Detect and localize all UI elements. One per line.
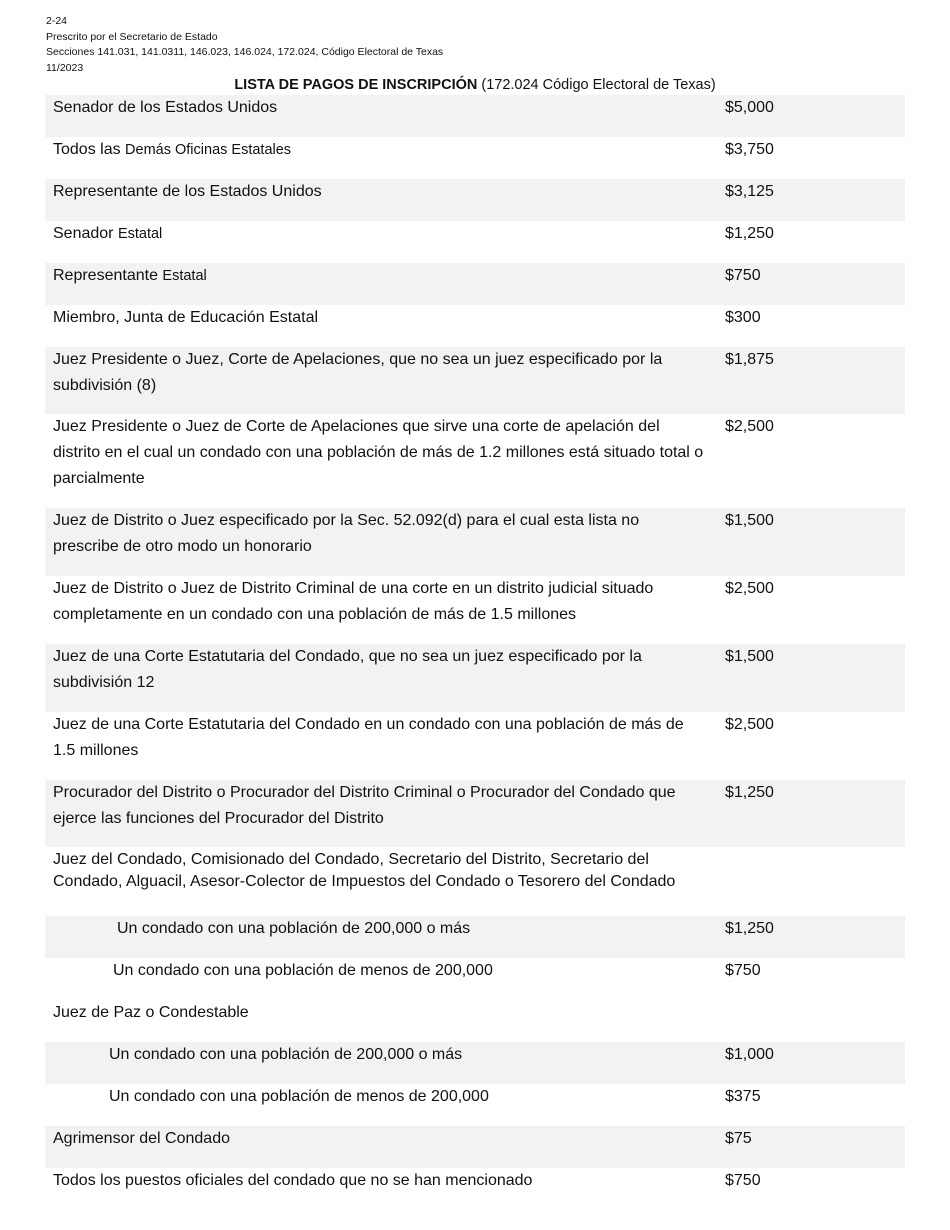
form-date: 11/2023 (46, 61, 84, 74)
office-description (53, 137, 705, 163)
office-description: Miembro, Junta de Educación Estatal (53, 309, 319, 326)
fee-amount: $750 (725, 267, 761, 284)
office-description-part: Representante (53, 267, 163, 284)
page-title (0, 76, 950, 94)
table-row (45, 1084, 905, 1126)
form-number: 2-24 (46, 15, 68, 27)
table-row (45, 179, 905, 221)
table-row (45, 305, 905, 347)
table-row (45, 712, 905, 780)
fee-amount: $1,875 (725, 351, 774, 368)
table-row (45, 958, 905, 1000)
table-row (45, 1168, 905, 1210)
fee-table (45, 95, 905, 1210)
office-description: Juez del Condado, Comisionado del Condado, Secretario del Distrito, Secretario del Condado, Alguacil, Asesor-Colector de Impuestos del Condado o Tesorero del Condado (53, 851, 676, 890)
fee-amount: $1,250 (725, 920, 774, 937)
fee-amount: $3,125 (725, 183, 774, 200)
table-row (45, 508, 905, 576)
table-row (45, 263, 905, 305)
fee-amount: $1,500 (725, 648, 774, 665)
table-row (45, 347, 905, 414)
office-description-part: Todos las (53, 141, 126, 158)
office-description-part: Estatal (117, 226, 163, 242)
office-description (53, 221, 705, 247)
fee-amount: $1,250 (725, 225, 774, 242)
fee-amount: $300 (725, 309, 761, 326)
table-row (45, 1042, 905, 1084)
fee-amount: $1,500 (725, 512, 774, 529)
office-description: Juez de Paz o Condestable (53, 1004, 249, 1021)
table-row (45, 1000, 905, 1042)
table-row (45, 576, 905, 644)
office-description: Procurador del Distrito o Procurador del Distrito Criminal o Procurador del Condado que ejerce las funciones del Procurador del Distrito (53, 784, 676, 827)
office-description: Todos los puestos oficiales del condado que no se han mencionado (53, 1172, 533, 1189)
table-row (45, 95, 905, 137)
office-description-part: Demás Oficinas Estatales (125, 142, 292, 158)
office-description: Juez de Distrito o Juez de Distrito Criminal de una corte en un distrito judicial situado completamente en un condado con una población de más de 1.5 millones (53, 580, 654, 623)
fee-amount: $750 (725, 962, 761, 979)
fee-amount: $75 (725, 1130, 752, 1147)
fee-amount: $2,500 (725, 716, 774, 733)
office-description: Un condado con una población de 200,000 o más (117, 920, 471, 937)
code-sections: Secciones 141.031, 141.0311, 146.023, 146.024, 172.024, Código Electoral de Texas (46, 46, 444, 58)
office-description-part: Senador (53, 225, 118, 242)
table-row (45, 847, 905, 916)
fee-amount: $375 (725, 1088, 761, 1105)
prescribed-by: Prescrito por el Secretario de Estado (46, 30, 218, 43)
title-reference: (172.024 Código Electoral de Texas) (481, 77, 716, 93)
office-description: Juez de una Corte Estatutaria del Condado, que no sea un juez especificado por la subdivisión 12 (53, 648, 642, 691)
office-description-part: Estatal (162, 268, 207, 284)
office-description: Juez Presidente o Juez, Corte de Apelaciones, que no sea un juez especificado por la subdivisión (8) (53, 351, 663, 394)
office-description: Senador de los Estados Unidos (53, 99, 278, 116)
office-description: Juez de Distrito o Juez especificado por la Sec. 52.092(d) para el cual esta lista no prescribe de otro modo un honorario (53, 512, 640, 555)
fee-amount: $750 (725, 1172, 761, 1189)
table-row (45, 1126, 905, 1168)
table-row (45, 780, 905, 847)
office-description (53, 263, 705, 289)
office-description: Juez de una Corte Estatutaria del Condado en un condado con una población de más de 1.5 millones (53, 716, 684, 759)
office-description: Un condado con una población de 200,000 o más (109, 1046, 463, 1063)
title-main: LISTA DE PAGOS DE INSCRIPCIÓN (234, 77, 478, 93)
table-row (45, 137, 905, 179)
office-description: Agrimensor del Condado (53, 1130, 230, 1147)
table-row (45, 644, 905, 712)
table-row (45, 414, 905, 508)
form-header (46, 14, 443, 76)
fee-amount: $1,250 (725, 784, 774, 801)
fee-amount: $5,000 (725, 99, 774, 116)
fee-amount: $2,500 (725, 580, 774, 597)
fee-amount: $1,000 (725, 1046, 774, 1063)
fee-amount: $3,750 (725, 141, 774, 158)
office-description: Representante de los Estados Unidos (53, 183, 322, 200)
fee-amount: $2,500 (725, 418, 774, 435)
office-description: Un condado con una población de menos de 200,000 (109, 1088, 489, 1105)
office-description: Un condado con una población de menos de 200,000 (113, 962, 493, 979)
table-row (45, 221, 905, 263)
table-row (45, 916, 905, 958)
office-description: Juez Presidente o Juez de Corte de Apelaciones que sirve una corte de apelación del distrito en el cual un condado con una población de más de 1.2 millones está situado total o parcialmente (53, 418, 704, 487)
